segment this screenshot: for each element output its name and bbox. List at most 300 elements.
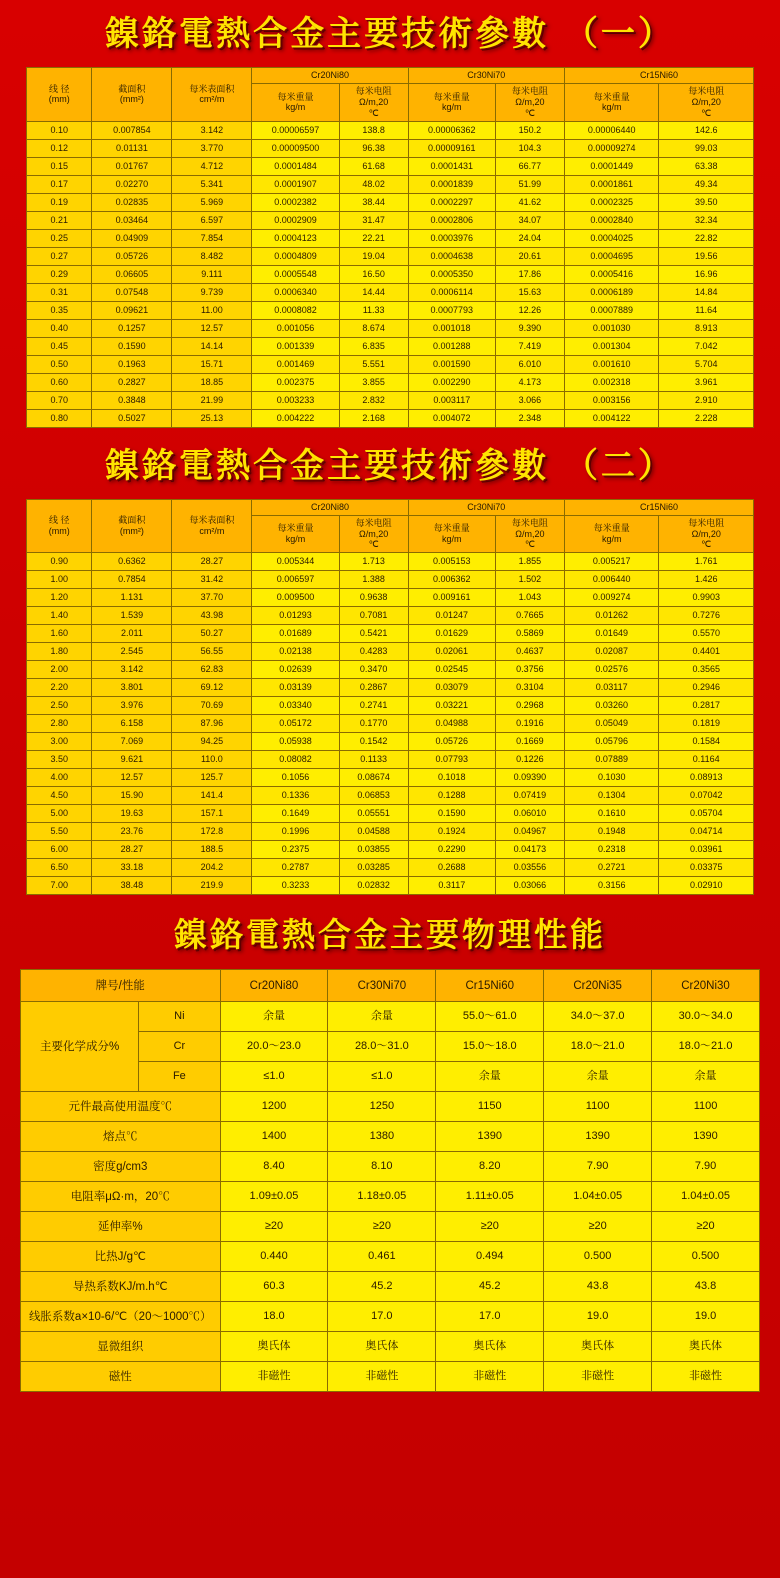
table-row — [27, 121, 754, 139]
table-cell: 0.4401 — [659, 643, 754, 661]
table-cell: 0.002290 — [408, 373, 495, 391]
table-cell: 0.003233 — [252, 391, 339, 409]
table-cell: 0.2968 — [495, 697, 564, 715]
table-cell: 0.002318 — [564, 373, 659, 391]
table-row — [27, 823, 754, 841]
table-cell: 0.3117 — [408, 877, 495, 895]
table-cell: 12.57 — [172, 319, 252, 337]
table-row — [27, 607, 754, 625]
table-cell: 0.1336 — [252, 787, 339, 805]
table-cell: 70.69 — [172, 697, 252, 715]
table-cell: 45.2 — [328, 1272, 436, 1302]
table-cell: 0.05551 — [339, 805, 408, 823]
table-row — [27, 373, 754, 391]
table-cell: 1150 — [436, 1092, 544, 1122]
table-cell: 2.011 — [92, 625, 172, 643]
th2-res-3-l2: Ω/m,20 — [691, 528, 721, 539]
table-cell: 16.96 — [659, 265, 754, 283]
table-cell: 0.0007889 — [564, 301, 659, 319]
table-cell: 奥氏体 — [544, 1332, 652, 1362]
table-cell: 125.7 — [172, 769, 252, 787]
table-cell: 5.551 — [339, 355, 408, 373]
table-cell: 25.13 — [172, 409, 252, 427]
table-cell: 0.05796 — [564, 733, 659, 751]
table-row — [27, 571, 754, 589]
phys-th-alloy: Cr20Ni35 — [544, 970, 652, 1002]
table-cell: 0.3756 — [495, 661, 564, 679]
table-cell: 9.390 — [495, 319, 564, 337]
table-cell: 0.005153 — [408, 553, 495, 571]
table-cell: 9.111 — [172, 265, 252, 283]
table-cell: 19.0 — [544, 1302, 652, 1332]
th-res-3-l2: Ω/m,20 — [691, 96, 721, 107]
table-row — [27, 193, 754, 211]
table-row — [27, 301, 754, 319]
table-row — [27, 733, 754, 751]
table-row — [21, 1152, 760, 1182]
table-cell: 14.44 — [339, 283, 408, 301]
table-cell: 奥氏体 — [328, 1332, 436, 1362]
table-cell: 0.5027 — [92, 409, 172, 427]
table-cell: 0.35 — [27, 301, 92, 319]
th-weight-1-l2: kg/m — [285, 102, 306, 113]
table-cell: 4.00 — [27, 769, 92, 787]
table-cell: 15.90 — [92, 787, 172, 805]
table-cell: 0.001469 — [252, 355, 339, 373]
th-res-1-l1: 每米电阻 — [355, 86, 392, 97]
table-row — [21, 1272, 760, 1302]
table-cell: 0.21 — [27, 211, 92, 229]
table-cell: 0.1226 — [495, 751, 564, 769]
table-cell: 0.9638 — [339, 589, 408, 607]
table-cell: 0.04714 — [659, 823, 754, 841]
table-cell: 0.00006362 — [408, 121, 495, 139]
table-cell: 142.6 — [659, 121, 754, 139]
table-cell: 1.60 — [27, 625, 92, 643]
table-cell: 30.0～34.0 — [652, 1002, 760, 1032]
table-cell: ≥20 — [436, 1212, 544, 1242]
table-cell: 0.00006440 — [564, 121, 659, 139]
table-cell: 0.02087 — [564, 643, 659, 661]
table-cell: 0.17 — [27, 175, 92, 193]
wire-table-1-wrapper — [0, 67, 780, 427]
phys-row-label: 密度g/cm3 — [21, 1152, 221, 1182]
table-cell: 3.801 — [92, 679, 172, 697]
phys-th-alloy: Cr30Ni70 — [328, 970, 436, 1002]
table-cell: 0.31 — [27, 283, 92, 301]
table-row — [21, 1212, 760, 1242]
table-cell: 非磁性 — [652, 1362, 760, 1392]
table-cell: 16.50 — [339, 265, 408, 283]
table-cell: 3.50 — [27, 751, 92, 769]
table-cell: 0.5869 — [495, 625, 564, 643]
table-cell: 0.0008082 — [252, 301, 339, 319]
table-cell: 12.26 — [495, 301, 564, 319]
table-cell: 0.5570 — [659, 625, 754, 643]
th-res-1-l3: ℃ — [368, 107, 379, 118]
table-cell: 0.1770 — [339, 715, 408, 733]
table-cell: 2.910 — [659, 391, 754, 409]
table-cell: 0.9903 — [659, 589, 754, 607]
th2-surface — [172, 499, 252, 552]
table-cell: 0.0002297 — [408, 193, 495, 211]
th2-res-2-l2: Ω/m,20 — [515, 528, 545, 539]
table-cell: 0.0002840 — [564, 211, 659, 229]
table-cell: 6.835 — [339, 337, 408, 355]
table-row — [21, 1242, 760, 1272]
th2-weight-3-l2: kg/m — [601, 533, 622, 544]
th-weight-2-l2: kg/m — [442, 102, 462, 113]
table-cell: 0.0001484 — [252, 157, 339, 175]
table-cell: 0.50 — [27, 355, 92, 373]
table-cell: 2.348 — [495, 409, 564, 427]
th2-weight-1-l1: 每米重量 — [277, 523, 314, 534]
th2-res-1-l3: ℃ — [368, 539, 379, 550]
table-cell: 余量 — [436, 1062, 544, 1092]
table-cell: 余量 — [652, 1062, 760, 1092]
table-cell: 110.0 — [172, 751, 252, 769]
table-cell: 0.1030 — [564, 769, 659, 787]
table-cell: 2.545 — [92, 643, 172, 661]
table-row — [27, 859, 754, 877]
table-cell: ≥20 — [652, 1212, 760, 1242]
table-cell: 55.0～61.0 — [436, 1002, 544, 1032]
th-area-l2: (mm²) — [119, 94, 144, 105]
table-cell: 1100 — [652, 1092, 760, 1122]
th-area-l1: 截面积 — [118, 83, 146, 94]
table-cell: 3.066 — [495, 391, 564, 409]
table-cell: 0.1669 — [495, 733, 564, 751]
table-cell: 37.70 — [172, 589, 252, 607]
table-cell: 23.76 — [92, 823, 172, 841]
table-cell: 1200 — [220, 1092, 328, 1122]
th2-res-3-l1: 每米电阻 — [688, 517, 725, 528]
section-title-2: 鎳鉻電熱合金主要技術參數 （二） — [105, 445, 675, 486]
table-row — [21, 1092, 760, 1122]
table-cell: 0.00009161 — [408, 139, 495, 157]
table-cell: 15.71 — [172, 355, 252, 373]
th-group-cr15ni60: Cr15Ni60 — [564, 68, 753, 84]
table-cell: 0.2688 — [408, 859, 495, 877]
table-row — [27, 877, 754, 895]
table-row — [21, 1362, 760, 1392]
table-cell: 1390 — [436, 1122, 544, 1152]
table-cell: 1.388 — [339, 571, 408, 589]
table-cell: 0.03117 — [564, 679, 659, 697]
th-area — [92, 68, 172, 121]
table-cell: 0.1056 — [252, 769, 339, 787]
table-cell: 0.1924 — [408, 823, 495, 841]
table-row — [27, 679, 754, 697]
table-cell: 0.0004809 — [252, 247, 339, 265]
table-cell: 63.38 — [659, 157, 754, 175]
table-cell: 0.1304 — [564, 787, 659, 805]
table-cell: 0.06605 — [92, 265, 172, 283]
table-cell: 0.02910 — [659, 877, 754, 895]
table-cell: 15.63 — [495, 283, 564, 301]
table-cell: 28.0～31.0 — [328, 1032, 436, 1062]
physical-table-wrapper — [0, 969, 780, 1406]
table-cell: 0.005344 — [252, 553, 339, 571]
table-cell: 0.60 — [27, 373, 92, 391]
table-cell: 0.006362 — [408, 571, 495, 589]
table-cell: 0.0006114 — [408, 283, 495, 301]
phys-th-alloy: Cr15Ni60 — [436, 970, 544, 1002]
th2-res-1-l2: Ω/m,20 — [359, 528, 389, 539]
table-cell: 34.07 — [495, 211, 564, 229]
table-cell: 0.05726 — [408, 733, 495, 751]
table-cell: 1.40 — [27, 607, 92, 625]
physical-properties-table — [20, 969, 760, 1392]
table-cell: 3.961 — [659, 373, 754, 391]
th2-area-l1: 截面积 — [118, 515, 146, 526]
table-cell: 0.05049 — [564, 715, 659, 733]
table-cell: 204.2 — [172, 859, 252, 877]
th2-diameter-l2: (mm) — [48, 526, 70, 537]
table-cell: 0.09390 — [495, 769, 564, 787]
table-cell: 0.440 — [220, 1242, 328, 1272]
table-cell: 0.1542 — [339, 733, 408, 751]
table-cell: 11.64 — [659, 301, 754, 319]
table-cell: 3.142 — [172, 121, 252, 139]
table-cell: 0.2375 — [252, 841, 339, 859]
th2-res-1 — [339, 515, 408, 552]
th-group-cr20ni80: Cr20Ni80 — [252, 68, 408, 84]
table-cell: 18.85 — [172, 373, 252, 391]
table-row — [21, 1122, 760, 1152]
table-cell: 0.0004695 — [564, 247, 659, 265]
table-cell: 奥氏体 — [220, 1332, 328, 1362]
th-res-1 — [339, 84, 408, 121]
phys-th-grade: 牌号/性能 — [21, 970, 221, 1002]
table-cell: 0.0002325 — [564, 193, 659, 211]
table-row — [27, 769, 754, 787]
table-cell: 0.03855 — [339, 841, 408, 859]
table-cell: 0.003117 — [408, 391, 495, 409]
table-cell: 6.010 — [495, 355, 564, 373]
table-cell: 39.50 — [659, 193, 754, 211]
table-cell: 0.15 — [27, 157, 92, 175]
table-row — [27, 229, 754, 247]
th2-surface-l1: 每米表面积 — [189, 515, 235, 526]
table-cell: 0.03221 — [408, 697, 495, 715]
table-cell: 0.002375 — [252, 373, 339, 391]
table-cell: 3.976 — [92, 697, 172, 715]
table-cell: 0.001590 — [408, 355, 495, 373]
table-row — [27, 841, 754, 859]
table-cell: 0.0001431 — [408, 157, 495, 175]
table-cell: 0.0007793 — [408, 301, 495, 319]
table-cell: 0.90 — [27, 553, 92, 571]
table-cell: 61.68 — [339, 157, 408, 175]
table-cell: 非磁性 — [328, 1362, 436, 1392]
table-cell: 2.50 — [27, 697, 92, 715]
table-cell: 34.0～37.0 — [544, 1002, 652, 1032]
th2-area — [92, 499, 172, 552]
table-cell: 0.07419 — [495, 787, 564, 805]
table-cell: ≥20 — [544, 1212, 652, 1242]
table-cell: 43.8 — [652, 1272, 760, 1302]
table-cell: 0.2817 — [659, 697, 754, 715]
table-cell: 5.00 — [27, 805, 92, 823]
table-cell: ≥20 — [328, 1212, 436, 1242]
table-cell: 0.0001861 — [564, 175, 659, 193]
table-cell: 1.502 — [495, 571, 564, 589]
table-cell: 0.02832 — [339, 877, 408, 895]
table-cell: 1.043 — [495, 589, 564, 607]
table-cell: 0.7276 — [659, 607, 754, 625]
table-cell: 43.98 — [172, 607, 252, 625]
table-cell: 32.34 — [659, 211, 754, 229]
table-cell: 38.44 — [339, 193, 408, 211]
table-cell: ≤1.0 — [328, 1062, 436, 1092]
table-cell: 2.00 — [27, 661, 92, 679]
table-row — [27, 211, 754, 229]
table-cell: 0.1948 — [564, 823, 659, 841]
table-cell: 0.02138 — [252, 643, 339, 661]
th2-res-2 — [495, 515, 564, 552]
table-cell: 1250 — [328, 1092, 436, 1122]
table-cell: 150.2 — [495, 121, 564, 139]
table-cell: 0.80 — [27, 409, 92, 427]
table-cell: 0.03139 — [252, 679, 339, 697]
table-row — [21, 1332, 760, 1362]
physical-table-body — [21, 1002, 760, 1392]
table-cell: 0.0006340 — [252, 283, 339, 301]
table-cell: 141.4 — [172, 787, 252, 805]
table-cell: 0.1916 — [495, 715, 564, 733]
table-cell: 41.62 — [495, 193, 564, 211]
table-cell: 0.02835 — [92, 193, 172, 211]
table-cell: 43.8 — [544, 1272, 652, 1302]
th2-group-cr20ni80: Cr20Ni80 — [252, 499, 408, 515]
table-row — [27, 355, 754, 373]
table-cell: 0.2787 — [252, 859, 339, 877]
table-cell: 0.001304 — [564, 337, 659, 355]
table-cell: 1380 — [328, 1122, 436, 1152]
table-cell: 138.8 — [339, 121, 408, 139]
table-cell: 7.069 — [92, 733, 172, 751]
table-cell: 0.1133 — [339, 751, 408, 769]
table-cell: 2.832 — [339, 391, 408, 409]
phys-row-label: 线胀系数a×10-6/℃（20～1000℃） — [21, 1302, 221, 1332]
table-cell: 0.0005416 — [564, 265, 659, 283]
th-diameter-l2: (mm) — [48, 94, 70, 105]
table-cell: 11.33 — [339, 301, 408, 319]
table-row — [27, 661, 754, 679]
table-cell: 8.674 — [339, 319, 408, 337]
table-cell: 0.1996 — [252, 823, 339, 841]
table-cell: 奥氏体 — [652, 1332, 760, 1362]
table-cell: 20.61 — [495, 247, 564, 265]
phys-th-alloy: Cr20Ni30 — [652, 970, 760, 1002]
th-res-3-l1: 每米电阻 — [688, 86, 725, 97]
table-cell: 0.04967 — [495, 823, 564, 841]
table-cell: 0.0004025 — [564, 229, 659, 247]
table-cell: 0.001288 — [408, 337, 495, 355]
table-cell: 8.40 — [220, 1152, 328, 1182]
table-cell: 0.01689 — [252, 625, 339, 643]
table-cell: 6.00 — [27, 841, 92, 859]
table-cell: 0.04588 — [339, 823, 408, 841]
table-cell: 0.2290 — [408, 841, 495, 859]
table-cell: 0.07793 — [408, 751, 495, 769]
phys-row-label: 导热系数KJ/m.h℃ — [21, 1272, 221, 1302]
table-cell: 0.007854 — [92, 121, 172, 139]
table-cell: 28.27 — [172, 553, 252, 571]
table-row — [21, 1302, 760, 1332]
table-cell: 0.01131 — [92, 139, 172, 157]
th2-diameter-l1: 线 径 — [48, 515, 70, 526]
table-cell: 0.70 — [27, 391, 92, 409]
th2-surface-l2: cm²/m — [199, 526, 225, 537]
table-row — [27, 391, 754, 409]
table-cell: 2.80 — [27, 715, 92, 733]
table-cell: 50.27 — [172, 625, 252, 643]
table-cell: 0.07548 — [92, 283, 172, 301]
phys-row-label: 显微组织 — [21, 1332, 221, 1362]
table-cell: 7.042 — [659, 337, 754, 355]
table-cell: 0.01293 — [252, 607, 339, 625]
table-row — [27, 157, 754, 175]
table-cell: 2.20 — [27, 679, 92, 697]
table-cell: 1400 — [220, 1122, 328, 1152]
table-cell: 0.1288 — [408, 787, 495, 805]
table-cell: 0.500 — [544, 1242, 652, 1272]
phys-row-label: 电阻率μΩ·m，20℃ — [21, 1182, 221, 1212]
table-cell: 0.001030 — [564, 319, 659, 337]
th-diameter-l1: 线 径 — [48, 83, 70, 94]
table-cell: 0.03375 — [659, 859, 754, 877]
th-weight-3-l2: kg/m — [601, 102, 622, 113]
th-res-3 — [659, 84, 754, 121]
phys-th-alloy: Cr20Ni80 — [220, 970, 328, 1002]
table-cell: 18.0～21.0 — [544, 1032, 652, 1062]
table-cell: 3.142 — [92, 661, 172, 679]
table-cell: 0.03285 — [339, 859, 408, 877]
phys-row-label-chemical: 主要化学成分% — [21, 1002, 139, 1092]
table-cell: 0.02270 — [92, 175, 172, 193]
table-row — [27, 337, 754, 355]
th2-res-3 — [659, 515, 754, 552]
table-cell: 0.001339 — [252, 337, 339, 355]
table-cell: 7.00 — [27, 877, 92, 895]
wire-table-1-head — [27, 68, 754, 121]
table-cell: 0.1819 — [659, 715, 754, 733]
table-cell: 0.25 — [27, 229, 92, 247]
table-cell: 7.854 — [172, 229, 252, 247]
table-cell: 3.00 — [27, 733, 92, 751]
table-cell: 0.3104 — [495, 679, 564, 697]
table-cell: 5.704 — [659, 355, 754, 373]
table-cell: 7.419 — [495, 337, 564, 355]
table-cell: 0.01247 — [408, 607, 495, 625]
table-cell: 3.855 — [339, 373, 408, 391]
th2-weight-1-l2: kg/m — [285, 533, 306, 544]
table-cell: 17.0 — [436, 1302, 544, 1332]
table-cell: 0.4637 — [495, 643, 564, 661]
table-cell: 0.7081 — [339, 607, 408, 625]
wire-table-1-body — [27, 121, 754, 427]
table-cell: 0.1164 — [659, 751, 754, 769]
table-row — [27, 643, 754, 661]
table-cell: 19.63 — [92, 805, 172, 823]
table-cell: 0.00009274 — [564, 139, 659, 157]
th2-res-2-l1: 每米电阻 — [511, 517, 548, 528]
wire-table-2-body — [27, 553, 754, 895]
table-cell: 38.48 — [92, 877, 172, 895]
table-cell: 0.0004123 — [252, 229, 339, 247]
